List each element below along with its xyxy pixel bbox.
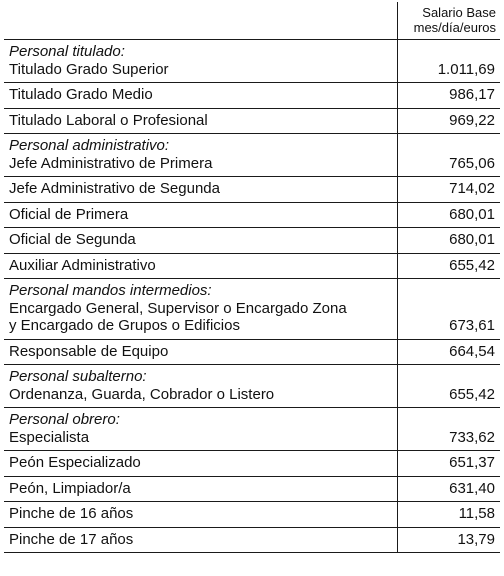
salary-value: 765,06 xyxy=(397,134,500,177)
job-cell xyxy=(4,502,397,528)
salary-value: 655,42 xyxy=(397,365,500,408)
salary-value: 1.011,69 xyxy=(397,40,500,83)
job-cell xyxy=(4,108,397,134)
table-row xyxy=(4,177,500,203)
table-row xyxy=(4,83,500,109)
job-title: Responsable de Equipo xyxy=(9,342,169,360)
job-cell xyxy=(4,228,397,254)
job-title: Titulado Grado Medio xyxy=(9,86,153,103)
job-title: Pinche de 17 años xyxy=(9,530,134,548)
job-title: Titulado Laboral o Profesional xyxy=(9,111,208,129)
table-row xyxy=(4,451,500,477)
job-title: Encargado General, Supervisor o Encargado Zona xyxy=(9,299,347,317)
table-row xyxy=(4,40,500,83)
salary-value: 673,61 xyxy=(397,279,500,340)
column-header-salary xyxy=(397,2,500,40)
table-row xyxy=(4,134,500,177)
salary-value: 986,17 xyxy=(397,83,500,109)
header-blank-cell xyxy=(4,2,397,40)
table-header-row xyxy=(4,2,500,40)
table-row xyxy=(4,408,500,451)
salary-value: 631,40 xyxy=(397,476,500,502)
job-title: Jefe Administrativo de Segunda xyxy=(9,180,220,197)
category-label: Personal obrero: xyxy=(9,411,120,428)
salary-value: 651,37 xyxy=(397,451,500,477)
job-cell xyxy=(4,408,397,451)
job-cell xyxy=(4,253,397,279)
job-cell xyxy=(4,202,397,228)
table-row xyxy=(4,502,500,528)
salary-table-container xyxy=(4,2,500,553)
salary-value: 680,01 xyxy=(397,202,500,228)
job-cell xyxy=(4,451,397,477)
job-cell xyxy=(4,83,397,109)
table-row xyxy=(4,476,500,502)
job-title: Oficial de Primera xyxy=(9,205,129,223)
salary-value: 13,79 xyxy=(397,527,500,553)
table-row xyxy=(4,339,500,365)
job-cell xyxy=(4,177,397,203)
salary-value: 11,58 xyxy=(397,502,500,528)
table-row xyxy=(4,527,500,553)
column-header-line1: Salario Base xyxy=(422,5,496,20)
salary-table xyxy=(4,2,500,553)
job-title: Peón Especializado xyxy=(9,454,141,471)
salary-value: 664,54 xyxy=(397,339,500,365)
job-title: Peón, Limpiador/a xyxy=(9,479,131,497)
job-cell xyxy=(4,134,397,177)
job-title: Jefe Administrativo de Primera xyxy=(9,154,213,172)
job-cell xyxy=(4,279,397,340)
category-label: Personal titulado: xyxy=(9,43,125,60)
table-row xyxy=(4,108,500,134)
job-title: Titulado Grado Superior xyxy=(9,60,169,78)
column-header-line2: mes/día/euros xyxy=(413,20,496,35)
job-cell xyxy=(4,365,397,408)
table-row xyxy=(4,202,500,228)
salary-value: 680,01 xyxy=(397,228,500,254)
salary-value: 733,62 xyxy=(397,408,500,451)
category-label: Personal subalterno: xyxy=(9,368,147,385)
job-cell xyxy=(4,40,397,83)
salary-value: 714,02 xyxy=(397,177,500,203)
job-cell xyxy=(4,527,397,553)
job-title: Especialista xyxy=(9,428,90,446)
category-label: Personal administrativo: xyxy=(9,137,170,154)
job-title: Auxiliar Administrativo xyxy=(9,256,156,274)
table-row xyxy=(4,253,500,279)
category-label: Personal mandos intermedios: xyxy=(9,282,212,299)
job-title: Ordenanza, Guarda, Cobrador o Listero xyxy=(9,385,275,403)
salary-value: 655,42 xyxy=(397,253,500,279)
job-cell xyxy=(4,476,397,502)
table-row xyxy=(4,365,500,408)
salary-value: 969,22 xyxy=(397,108,500,134)
table-row xyxy=(4,279,500,340)
table-row xyxy=(4,228,500,254)
job-title: Pinche de 16 años xyxy=(9,505,134,522)
job-title-continued: y Encargado de Grupos o Edificios xyxy=(9,317,240,334)
job-cell xyxy=(4,339,397,365)
job-title: Oficial de Segunda xyxy=(9,231,136,248)
